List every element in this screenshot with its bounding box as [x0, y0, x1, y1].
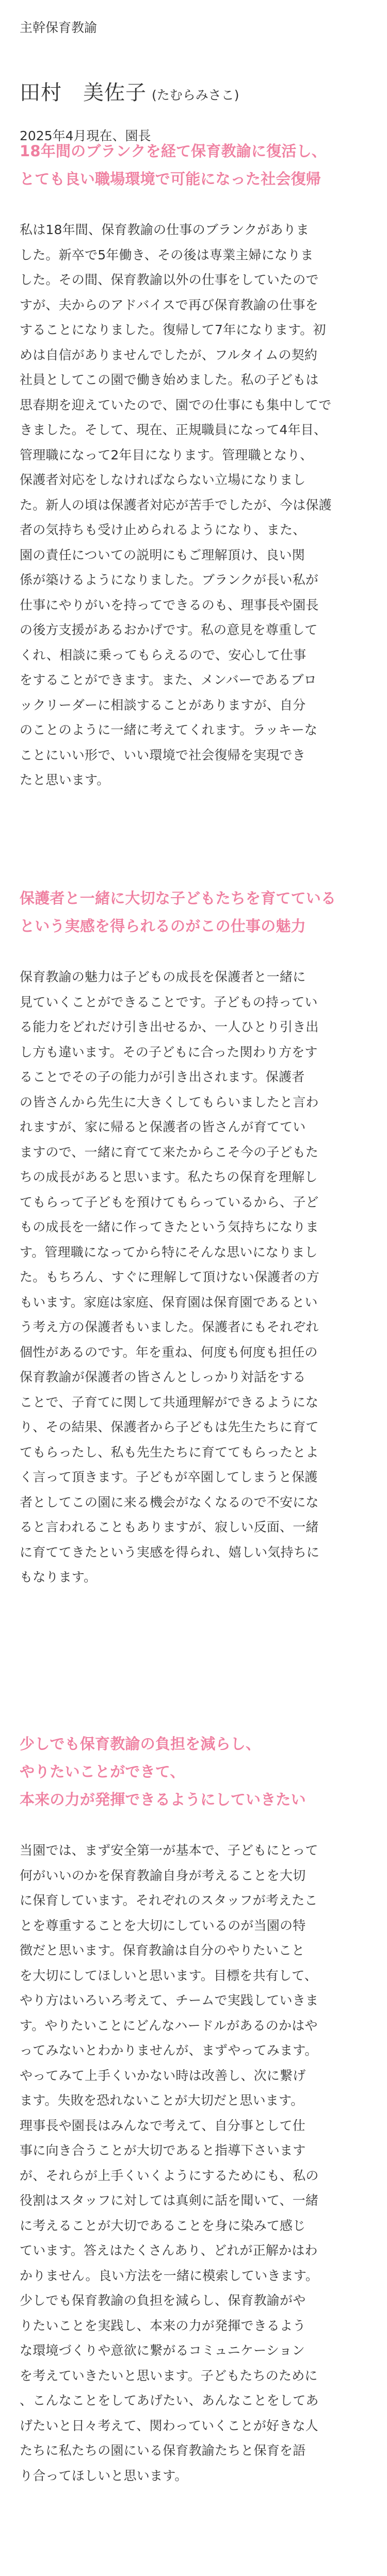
section-body: 私は18年間、保育教諭の仕事のブランクがありま した。新卒で5年働き、その後は専業主婦になりま した。その間、保育教諭以外の仕事をしていたので すが、夫からのアドバイスで再び保育教諭の仕事を することになりました。復帰して7年になります。初 めは自信がありませんでしたが、フルタイムの契約 社員としてこの園で働き始めました。私の子どもは 思春期を迎えていたので、園での仕事にも集中してで きました。そして、現在、正規職員になって4年目、 管理職になって2年目になります。管理職となり、 保護者対応をしなければならない立場になりまし た。新人の頃は保護者対応が苦手でしたが、今は保護 者の気持ちも受け止められるようになり、また、 園の責任についての説明にもご理解頂け、良い関 係が築けるようになりました。ブランクが長い私が 仕事にやりがいを持ってできるのも、理事長や園長 の後方支援があるおかげです。私の意見を尊重して くれ、相談に乗ってもらえるので、安心して仕事 をすることができます。また、メンバーであるブロ ックリーダーに相談することがありますが、自分 のことのように一緒に考えてくれます。ラッキーな ことにいい形で、いい環境で社会復帰を実現でき たと思います。: [20, 222, 332, 787]
section-body: 当園では、まず安全第一が基本で、子どもにとって 何がいいのかを保育教諭自身が考えることを大切 に保育しています。それぞれのスタッフが考えたこ とを尊重することを大切にしているのが当園の特 徴だと思います。保育教諭は自分のやりたいこと を大切にしてほしいと思います。目標を共有して、 やり方はいろいろ考えて、チームで実践していきま す。やりたいことにどんなハードルがあるのかはや ってみないとわかりませんが、まずやってみます。 やってみて上手くいかない時は改善し、次に繋げ ます。失敗を恐れないことが大切だと思います。 理事長や園長はみんなで考えて、自分事として仕 事に向き合うことが大切であると指導下さいます が、それらが上手くいくようにするためにも、私の 役割はスタッフに対しては真剣に話を聞いて、一緒 に考えることが大切であることを身に染みて感じ ています。答えはたくさんあり、どれが正解かはわ かりません。良い方法を一緒に模索していきます。 少しでも保育教諭の負担を減らし、保育教諭がや りたいことを実践し、本来の力が発揮できるよう な環境づくりや意欲に繋がるコミュニケーション を考えていきたいと思います。子どもたちのために 、こんなことをしてあげたい、あんなことをしてあ げたいと日々考えて、関わっていくことが好きな人 たちに私たちの園にいる保育教諭たちと保育を語 り合ってほしいと思います。: [20, 1843, 319, 2483]
section-career-return: [20, 137, 367, 793]
section-heading: 保護者と一緒に大切な子どもたちを育てている という実感を得られるのがこの仕事の魅力: [20, 889, 336, 935]
section-future-goals: [20, 1730, 367, 2488]
person-name-kana: (たむらみさこ): [152, 88, 239, 103]
section-heading: 18年間のブランクを経て保育教諭に復活し、 とても良い職場環境で可能になった社会復帰: [20, 142, 327, 188]
status-note: 2025年4月現在、園長: [20, 128, 151, 143]
person-name: 田村 美佐子: [20, 81, 147, 105]
job-title: 主幹保育教諭: [20, 20, 98, 35]
section-body: 保育教諭の魅力は子どもの成長を保護者と一緒に 見ていくことができることです。子どもの持ってい る能力をどれだけ引き出せるか、一人ひとり引き出 し方も違います。その子どもに合った関わり方をす ることでその子の能力が引き出されます。保護者 の皆さんから先生に大きくしてもらいましたと言わ れますが、家に帰ると保護者の皆さんが育ててい ますので、一緒に育てて来たからこそ今の子どもた ちの成長があると思います。私たちの保育を理解し てもらって子どもを預けてもらっているから、子ど もの成長を一緒に作ってきたという気持ちになりま す。管理職になってから特にそんな思いになりまし た。もちろん、すぐに理解して頂けない保護者の方 もいます。家庭は家庭、保育園は保育園であるとい う考え方の保護者もいました。保護者にもそれぞれ 個性があるのです。年を重ね、何度も何度も担任の 保育教諭が保護者の皆さんとしっかり対話をする ことで、子育てに関して共通理解ができるようにな り、その結果、保護者から子どもは先生たちに育て てもらったし、私も先生たちに育ててもらったとよ く言って頂きます。子どもが卒園してしまうと保護 者としてこの園に来る機会がなくなるので不安にな ると言われることもありますが、寂しい反面、一緒 に育ててきたという実感を得られ、嬉しい気持ちに もなります。: [20, 969, 320, 1584]
name-block: [20, 79, 367, 106]
section-job-appeal: [20, 884, 367, 1590]
section-heading: 少しでも保育教諭の負担を減らし、 やりたいことができて、 本来の力が発揮できるようにしていきたい: [20, 1735, 306, 1808]
